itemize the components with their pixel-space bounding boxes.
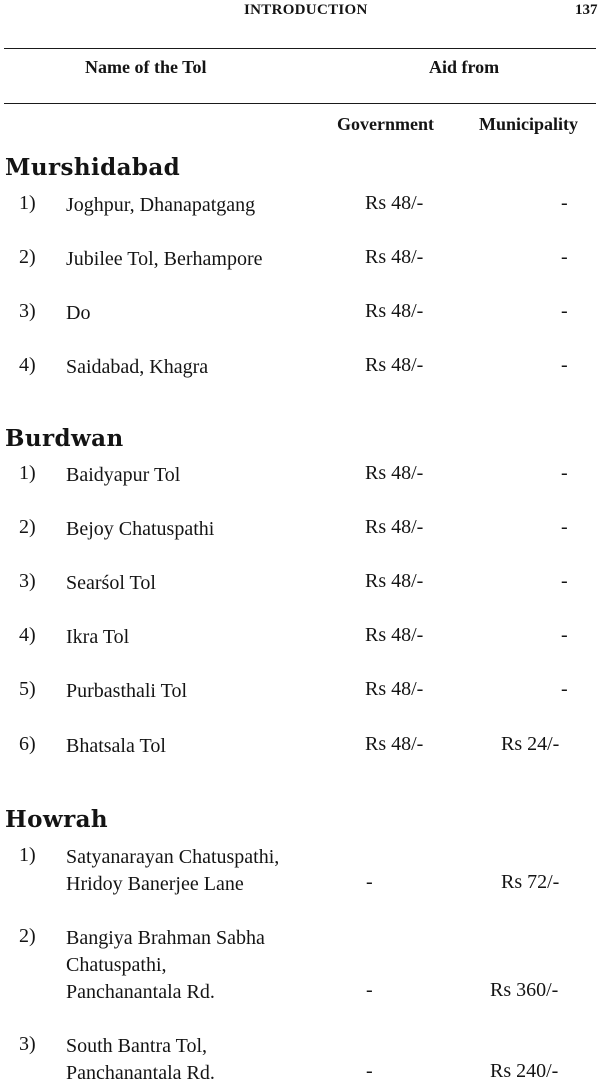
government-aid: Rs 48/-: [365, 300, 424, 322]
municipality-aid: Rs 240/-: [490, 1060, 559, 1082]
government-aid: Rs 48/-: [365, 570, 424, 592]
tol-name-line: Do: [66, 302, 91, 324]
mid-rule: [4, 103, 596, 104]
municipality-aid: -: [561, 192, 568, 214]
row-number: 3): [19, 300, 36, 322]
column-header-government: Government: [337, 114, 434, 134]
tol-name-line: Saidabad, Khagra: [66, 356, 209, 378]
tol-name-line: Ikra Tol: [66, 626, 130, 648]
government-aid: Rs 48/-: [365, 192, 424, 214]
municipality-aid: Rs 72/-: [501, 871, 560, 893]
page-number: 137: [575, 2, 598, 18]
row-number: 1): [19, 462, 36, 484]
row-number: 1): [19, 844, 36, 866]
row-number: 2): [19, 246, 36, 268]
government-aid: -: [366, 1060, 373, 1082]
municipality-aid: -: [561, 678, 568, 700]
tol-name-line: Jubilee Tol, Berhampore: [66, 248, 263, 270]
tol-name-line: Panchanantala Rd.: [66, 1062, 215, 1084]
government-aid: -: [366, 871, 373, 893]
tol-name-line: Panchanantala Rd.: [66, 981, 215, 1003]
municipality-aid: -: [561, 624, 568, 646]
tol-name-line: Bangiya Brahman Sabha: [66, 927, 265, 949]
row-number: 3): [19, 570, 36, 592]
municipality-aid: -: [561, 246, 568, 268]
district-heading: Murshidabad: [5, 154, 181, 181]
row-number: 4): [19, 624, 36, 646]
municipality-aid: -: [561, 462, 568, 484]
government-aid: Rs 48/-: [365, 733, 424, 755]
district-heading: Howrah: [5, 806, 109, 833]
row-number: 3): [19, 1033, 36, 1055]
tol-name-line: Satyanarayan Chatuspathi,: [66, 846, 280, 868]
row-number: 6): [19, 733, 36, 755]
tol-name-line: Joghpur, Dhanapatgang: [66, 194, 256, 216]
municipality-aid: -: [561, 300, 568, 322]
government-aid: Rs 48/-: [365, 462, 424, 484]
row-number: 4): [19, 354, 36, 376]
municipality-aid: Rs 360/-: [490, 979, 559, 1001]
government-aid: Rs 48/-: [365, 624, 424, 646]
top-rule: [4, 48, 596, 49]
government-aid: Rs 48/-: [365, 678, 424, 700]
row-number: 5): [19, 678, 36, 700]
municipality-aid: Rs 24/-: [501, 733, 560, 755]
tol-name-line: South Bantra Tol,: [66, 1035, 208, 1057]
tol-name-line: Searśol Tol: [66, 572, 156, 594]
column-header-municipality: Municipality: [479, 114, 579, 134]
tol-name-line: Bejoy Chatuspathi: [66, 518, 215, 540]
tol-name-line: Bhatsala Tol: [66, 735, 166, 757]
tol-name-line: Chatuspathi,: [66, 954, 167, 976]
government-aid: -: [366, 979, 373, 1001]
column-header-name: Name of the Tol: [85, 57, 207, 77]
government-aid: Rs 48/-: [365, 354, 424, 376]
municipality-aid: -: [561, 354, 568, 376]
row-number: 2): [19, 925, 36, 947]
government-aid: Rs 48/-: [365, 246, 424, 268]
running-title: INTRODUCTION: [244, 2, 368, 18]
row-number: 2): [19, 516, 36, 538]
tol-name-line: Baidyapur Tol: [66, 464, 181, 486]
government-aid: Rs 48/-: [365, 516, 424, 538]
row-number: 1): [19, 192, 36, 214]
district-heading: Burdwan: [5, 425, 124, 452]
municipality-aid: -: [561, 570, 568, 592]
municipality-aid: -: [561, 516, 568, 538]
tol-name-line: Hridoy Banerjee Lane: [66, 873, 244, 895]
column-header-aid-from: Aid from: [429, 57, 500, 77]
tol-name-line: Purbasthali Tol: [66, 680, 188, 702]
